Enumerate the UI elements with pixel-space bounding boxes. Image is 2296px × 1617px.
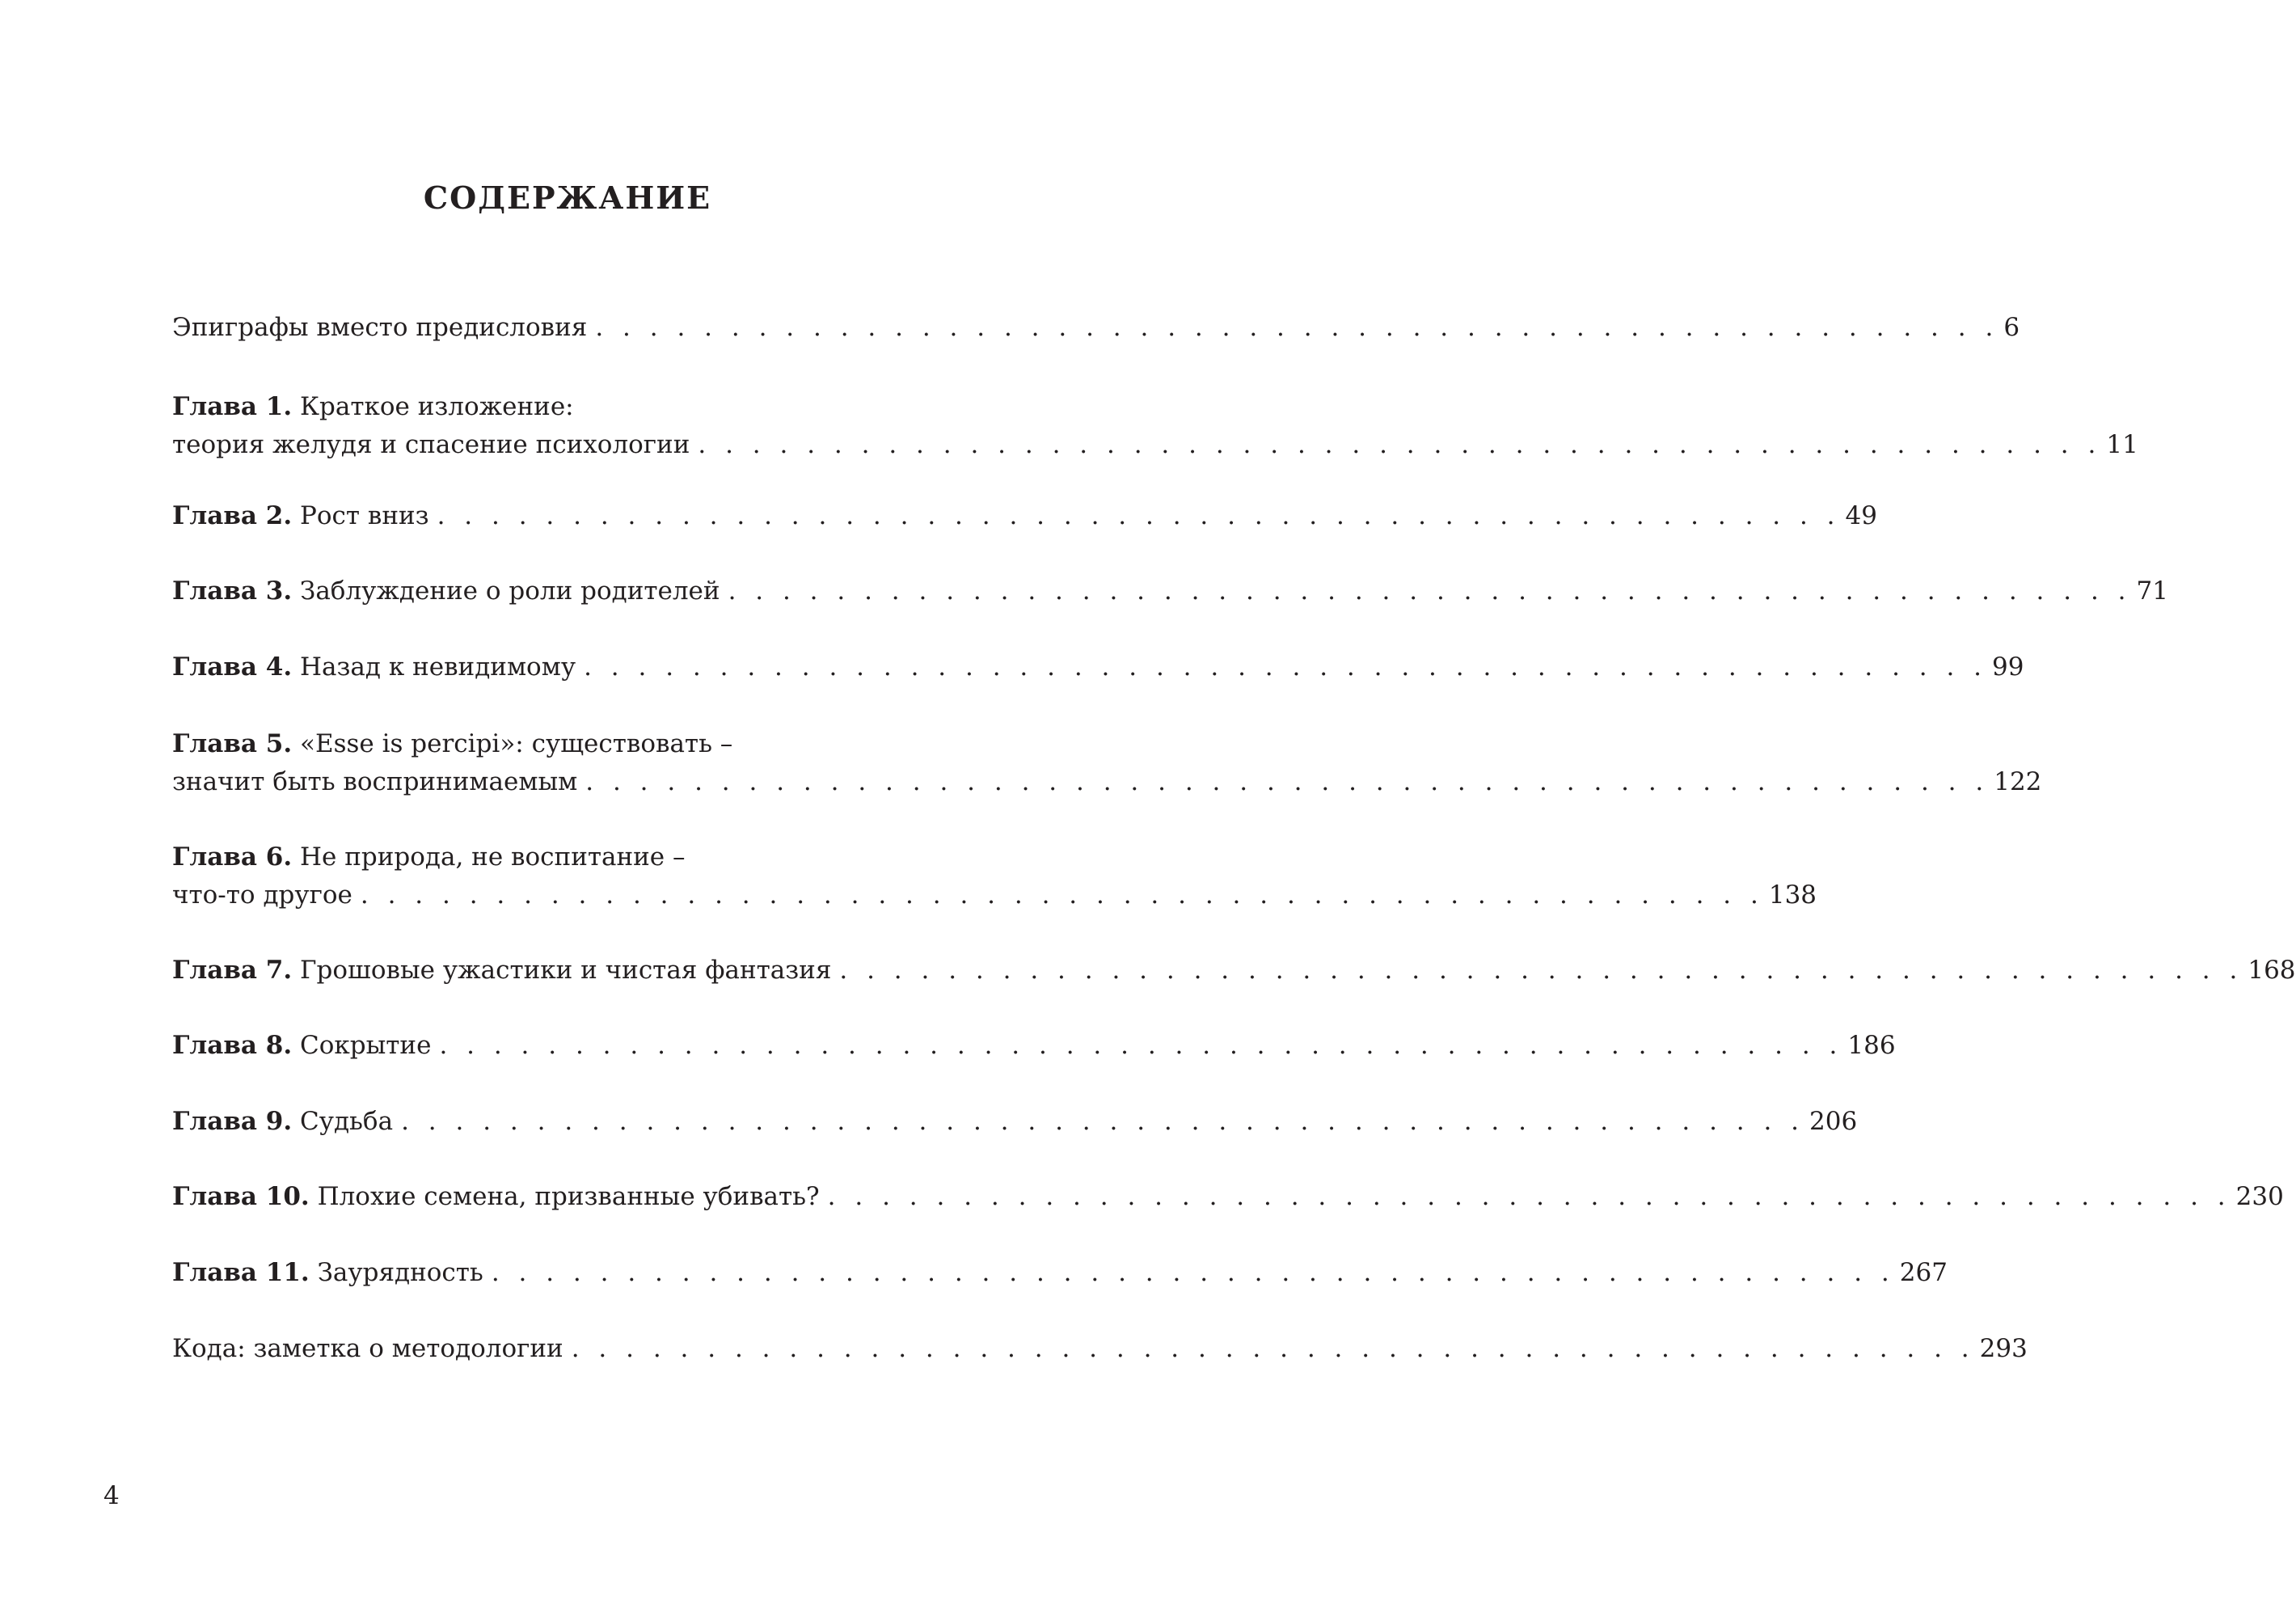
- dot-leader: . . . . . . . . . . . . . . . . . . . . . . . . . . . . . . . . . . . . . . . . . . . . . . . . . . . .: [584, 652, 1988, 682]
- chapter-title-line1: Краткое изложение:: [300, 392, 574, 421]
- toc-entry-text: значит быть воспринимаемым: [172, 767, 578, 796]
- chapter-label: Глава 5.: [172, 729, 293, 758]
- dot-leader: . . . . . . . . . . . . . . . . . . . . . . . . . . . . . . . . . . . . . . . . . . . . . . . . . . . .: [585, 767, 1990, 796]
- toc-entry-chapter-7[interactable]: [172, 952, 2296, 990]
- toc-entry-chapter-11[interactable]: [172, 1254, 1948, 1292]
- toc-entry-text: Назад к невидимому: [300, 652, 576, 682]
- toc-entry-text: Плохие семена, призванные убивать?: [317, 1182, 820, 1211]
- toc-entry-coda[interactable]: [172, 1330, 2028, 1368]
- chapter-label: Глава 1.: [172, 392, 293, 421]
- toc-entry-text: Эпиграфы вместо предисловия: [172, 313, 588, 342]
- toc-page-number: 186: [1847, 1031, 1896, 1060]
- toc-entry-chapter-6[interactable]: [172, 838, 1817, 914]
- toc-entry-text: Грошовые ужастики и чистая фантазия: [300, 956, 832, 985]
- toc-entry-text: Судьба: [300, 1107, 394, 1136]
- toc-entry-chapter-10[interactable]: [172, 1178, 2284, 1216]
- toc-entry-chapter-9[interactable]: [172, 1103, 1858, 1141]
- chapter-label: Глава 8.: [172, 1031, 293, 1060]
- toc-entry-chapter-2[interactable]: [172, 497, 1877, 535]
- chapter-label: Глава 10.: [172, 1182, 310, 1211]
- chapter-title-line1: «Esse is percipi»: существовать –: [300, 729, 733, 758]
- toc-entry-chapter-4[interactable]: [172, 648, 2024, 686]
- toc-entry-chapter-5[interactable]: [172, 725, 2042, 801]
- dot-leader: . . . . . . . . . . . . . . . . . . . . . . . . . . . . . . . . . . . . . . . . . . . . . . . . . . . .: [728, 576, 2132, 606]
- toc-entry-text: Заблуждение о роли родителей: [300, 576, 720, 606]
- dot-leader: . . . . . . . . . . . . . . . . . . . . . . . . . . . . . . . . . . . . . . . . . . . . . . . . . . . .: [595, 313, 1999, 342]
- toc-page-number: 138: [1768, 880, 1817, 910]
- toc-page-number: 71: [2136, 576, 2168, 606]
- toc-entry-epigraphs[interactable]: [172, 309, 2020, 347]
- toc-page-number: 122: [1994, 767, 2042, 796]
- chapter-label: Глава 6.: [172, 842, 293, 872]
- chapter-label: Глава 4.: [172, 652, 293, 682]
- toc-entry-chapter-3[interactable]: [172, 572, 2168, 610]
- toc-page-number: 267: [1899, 1258, 1948, 1287]
- dot-leader: . . . . . . . . . . . . . . . . . . . . . . . . . . . . . . . . . . . . . . . . . . . . . . . . . . . .: [839, 956, 2243, 985]
- toc-entry-chapter-8[interactable]: [172, 1027, 1896, 1065]
- dot-leader: . . . . . . . . . . . . . . . . . . . . . . . . . . . . . . . . . . . . . . . . . . . . . . . . . . . .: [491, 1258, 1895, 1287]
- chapter-label: Глава 7.: [172, 956, 293, 985]
- toc-entry-text: Сокрытие: [300, 1031, 432, 1060]
- toc-page-number: 6: [2003, 313, 2020, 342]
- toc-page-number: 230: [2235, 1182, 2284, 1211]
- toc-page-number: 168: [2247, 956, 2296, 985]
- chapter-label: Глава 11.: [172, 1258, 310, 1287]
- toc-entry-chapter-1[interactable]: [172, 388, 2138, 464]
- dot-leader: . . . . . . . . . . . . . . . . . . . . . . . . . . . . . . . . . . . . . . . . . . . . . . . . . . . .: [439, 1031, 1843, 1060]
- toc-page-number: 99: [1992, 652, 2024, 682]
- page-title: СОДЕРЖАНИЕ: [423, 179, 712, 216]
- toc-page-number: 206: [1809, 1107, 1858, 1136]
- chapter-label: Глава 9.: [172, 1107, 293, 1136]
- dot-leader: . . . . . . . . . . . . . . . . . . . . . . . . . . . . . . . . . . . . . . . . . . . . . . . . . . . .: [827, 1182, 2231, 1211]
- dot-leader: . . . . . . . . . . . . . . . . . . . . . . . . . . . . . . . . . . . . . . . . . . . . . . . . . . . .: [437, 501, 1841, 530]
- dot-leader: . . . . . . . . . . . . . . . . . . . . . . . . . . . . . . . . . . . . . . . . . . . . . . . . . . . .: [698, 430, 2102, 459]
- dot-leader: . . . . . . . . . . . . . . . . . . . . . . . . . . . . . . . . . . . . . . . . . . . . . . . . . . . .: [401, 1107, 1805, 1136]
- toc-entry-text: что-то другое: [172, 880, 352, 910]
- chapter-label: Глава 2.: [172, 501, 293, 530]
- page-number: 4: [103, 1481, 120, 1510]
- dot-leader: . . . . . . . . . . . . . . . . . . . . . . . . . . . . . . . . . . . . . . . . . . . . . . . . . . . .: [360, 880, 1764, 910]
- toc-entry-text: Кода: заметка о методологии: [172, 1334, 563, 1363]
- chapter-title-line1: Не природа, не воспитание –: [300, 842, 686, 872]
- dot-leader: . . . . . . . . . . . . . . . . . . . . . . . . . . . . . . . . . . . . . . . . . . . . . . . . . . . .: [571, 1334, 1975, 1363]
- toc-page-number: 49: [1845, 501, 1877, 530]
- toc-entry-text: Заурядность: [317, 1258, 483, 1287]
- toc-page-number: 11: [2106, 430, 2138, 459]
- toc-entry-text: Рост вниз: [300, 501, 429, 530]
- chapter-label: Глава 3.: [172, 576, 293, 606]
- toc-entry-text: теория желудя и спасение психологии: [172, 430, 690, 459]
- toc-page-number: 293: [1979, 1334, 2028, 1363]
